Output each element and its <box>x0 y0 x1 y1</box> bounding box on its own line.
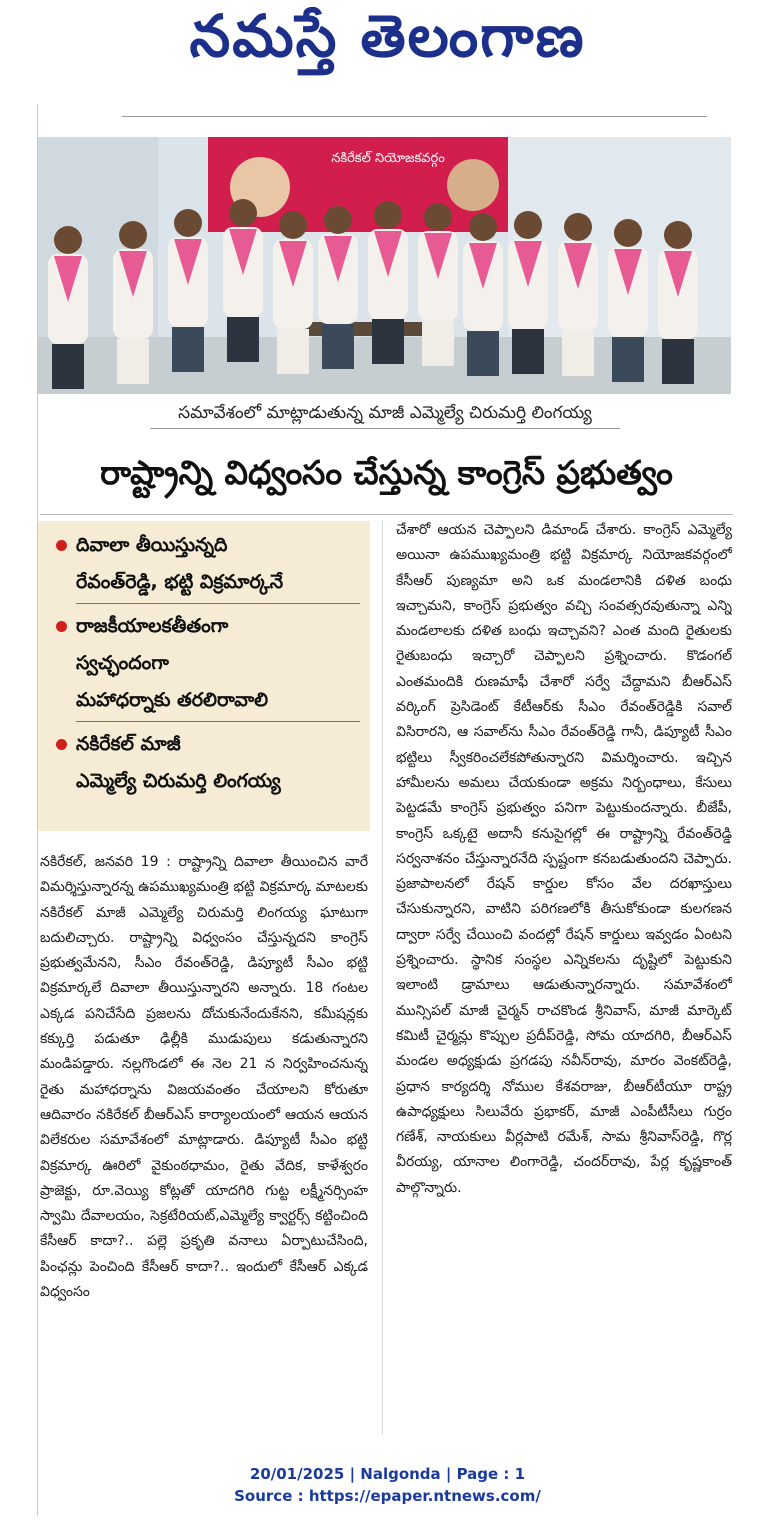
person-legs <box>172 327 204 372</box>
highlight-divider <box>76 721 360 722</box>
person-head <box>424 203 452 231</box>
highlight-item <box>54 608 360 719</box>
person-head <box>54 226 82 254</box>
person-legs <box>512 329 544 374</box>
person-legs <box>467 331 499 376</box>
article-column-left <box>40 850 368 1435</box>
source-link[interactable]: Source : https://epaper.ntnews.com/ <box>234 1487 541 1505</box>
person-head <box>514 211 542 239</box>
headline-rule <box>40 514 733 515</box>
page-footer <box>0 1463 775 1523</box>
banner-text: నకిరేకల్ నియోజకవర్గం <box>331 151 445 166</box>
person-legs <box>117 339 149 384</box>
person-head <box>119 221 147 249</box>
person-head <box>374 201 402 229</box>
news-photo <box>38 137 731 394</box>
article-column-right <box>396 518 732 1436</box>
masthead <box>0 0 775 110</box>
bullet-icon <box>56 621 67 632</box>
article-text: నకిరేకల్, జనవరి 19 : రాష్ట్రాన్ని దివాలా తీయించిన వారే విమర్శిస్తున్నారన్న ఉపముఖ్యమంత్రి భట్టి విక్రమార్క మాటలకు నకిరేకల్ మాజీ ఎమ్మెల్యే చిరుమర్తి లింగయ్య ఘాటుగా బదులిచ్చారు. రాష్ట్రాన్ని విధ్వంసం చేస్తున్నదని కాంగ్రెస్ ప్రభుత్వమేనని, సీఎం రేవంత్‌రెడ్డి, డిప్యూటీ సీఎం భట్టి విక్రమార్కలే దివాలా తీయిస్తున్నారని అన్నారు. 18 గంటల ఎక్కడ పనిచేసేది ప్రజలను దోచుకునేందుకేనని, కమీషన్లకు కక్కుర్తి పడుతూ ఢిల్లీకి ముడుపులు కడుతున్నారని మండిపడ్డారు. నల్లగొండలో ఈ నెల 21 న నిర్వహించనున్న రైతు మహాధర్నాను విజయవంతం చేయాలని కోరుతూ ఆదివారం నకిరేకల్ బీఆర్ఎస్ కార్యాలయంలో ఆయన ఆయన విలేకరుల సమావేశంలో మాట్లాడారు. డిప్యూటీ సీఎం భట్టి విక్రమార్క ఊరిలో వైకుంఠధామం, రైతు వేదిక, కాళేశ్వరం ప్రాజెక్టు, రూ.వెయ్యి కోట్లతో యాదగిరి గుట్ట లక్ష్మీనర్సింహ స్వామి దేవాలయం, సెక్రటేరియట్,ఎమ్మెల్యే క్వార్టర్స్ కట్టించింది కేసీఆర్ కాదా?.. పల్లె ప్రకృతి వనాలు ఏర్పాటుచేసింది, పింఛన్లు పెంచింది కేసీఆర్ కాదా?.. ఇందులో కేసీఆర్ ఎక్కడ విధ్వంసం <box>40 854 368 1301</box>
photo-caption: సమావేశంలో మాట్లాడుతున్న మాజీ ఎమ్మెల్యే చిరుమర్తి లింగయ్య <box>150 398 620 429</box>
article-text: చేశారో ఆయన చెప్పాలని డిమాండ్ చేశారు. కాంగ్రెస్ ఎమ్మెల్యే అయినా ఉపముఖ్యమంత్రి భట్టి విక్రమార్క నియోజకవర్గంలో కేసీఆర్ పుణ్యమా అని ఒక మండలానికి దళిత బంధు ఇచ్చామని, కాంగ్రెస్ ప్రభుత్వం వచ్చి సంవత్సరవుతున్నా ఎన్ని మండలాలకు దళిత బంధు ఇచ్చావని? ఎంత మంది రైతులకు రైతుబంధు ఇచ్చారో చెప్పాలని ప్రశ్నించారు. కొడంగల్ ఎంతమందికి రుణమాఫీ చేశారో సర్వే చేద్దామని బీఆర్ఎస్ వర్కింగ్ ప్రెసిడెంట్ కేటీఆర్‌కు సీఎం రేవంత్‌రెడ్డికి సవాల్ విసిరారని, ఆ సవాల్‌ను సీఎం రేవంత్‌రెడ్డి గానీ, డిప్యూటీ సీఎం భట్టిలు స్వీకరించలేకపోతున్నారని విమర్శించారు. ఇచ్చిన హామీలను అమలు చేయకుండా అక్రమ నిర్బంధాలు, కేసులు పెట్టడమే కాంగ్రెస్ ప్రభుత్వం పనిగా పెట్టుకుందన్నారు. బీజేపీ, కాంగ్రెస్ ఒక్కటై అదానీ కనుసైగల్లో ఈ రాష్ట్రాన్ని రేవంత్‌రెడ్డి సర్వనాశనం చేస్తున్నారనేది స్పష్టంగా కనబడుతుందని చెప్పారు. ప్రజాపాలనలో రేషన్ కార్డుల కోసం వేల దరఖాస్తులు చేసుకున్నారని, వాటిని పరిగణలోకి తీసుకోకుండా కులగణన ద్వారా సర్వే చేయించి వందల్లో రేషన్ కార్డులు ఇవ్వడం ఏంటని ప్రశ్నించారు. స్థానిక సంస్థల ఎన్నికలను దృష్టిలో పెట్టుకుని ఇలాంటి డ్రామాలు ఆడుతున్నారన్నారు. సమావేశంలో మున్సిపల్ మాజీ చైర్మన్ రాచకొండ శ్రీనివాస్, మాజీ మార్కెట్ కమిటీ చైర్మన్లు కొప్పుల ప్రదీప్‌రెడ్డి, సోమ యాదగిరి, బీఆర్ఎస్ మండల అధ్యక్షుడు ప్రగడపు నవీన్‌రావు, మారం వెంకట్‌రెడ్డి, ప్రధాన కార్యదర్శి నోముల కేశవరాజు, బీఆర్‌టీయూ రాష్ట్ర ఉపాధ్యక్షులు సిలువేరు ప్రభాకర్, మాజీ ఎంపీటీసీలు గుర్రం గణేశ్, నాయకులు వీర్లపాటి రమేశ్, సామ శ్రీనివాస్‌రెడ్డి, గొర్ల వీరయ్య, యానాల లింగారెడ్డి, చందర్‌రావు, పేర్ల కృష్ణకాంత్ పాల్గొన్నారు. <box>396 522 732 1196</box>
highlight-line: స్వచ్ఛందంగా <box>76 652 169 674</box>
bullet-icon <box>56 540 67 551</box>
highlight-line: దివాలా తీయిస్తున్నది <box>76 534 228 556</box>
bullet-icon <box>56 739 67 750</box>
highlight-line: మహాధర్నాకు తరలిరావాలి <box>76 689 269 711</box>
newspaper-title: నమస్తే తెలంగాణ <box>189 2 586 70</box>
person-head <box>614 219 642 247</box>
person-head <box>324 206 352 234</box>
person-legs <box>322 324 354 369</box>
highlights-box <box>38 521 370 831</box>
person-head <box>664 221 692 249</box>
dateline: 20/01/2025 | Nalgonda | Page : 1 <box>249 1465 526 1483</box>
person-legs <box>422 321 454 366</box>
person-head <box>174 209 202 237</box>
person-legs <box>612 337 644 382</box>
highlight-line: ఎమ్మెల్యే చిరుమర్తి లింగయ్య <box>76 770 281 792</box>
highlight-line: రేవంత్‌రెడ్డి, భట్టి విక్రమార్కనే <box>76 571 284 593</box>
person-legs <box>662 339 694 384</box>
person-legs <box>277 329 309 374</box>
person-legs <box>227 317 259 362</box>
meeting-photo-illustration <box>38 137 731 394</box>
person-head <box>279 211 307 239</box>
person-head <box>564 213 592 241</box>
highlight-line: రాజకీయాలకతీతంగా <box>76 615 229 637</box>
highlight-divider <box>76 603 360 604</box>
person-legs <box>52 344 84 389</box>
person-legs <box>562 331 594 376</box>
highlight-item <box>54 527 360 601</box>
highlight-item <box>54 726 360 800</box>
person-head <box>229 199 257 227</box>
highlight-line: నకిరేకల్ మాజీ <box>76 733 181 755</box>
headline: రాష్ట్రాన్ని విధ్వంసం చేస్తున్న కాంగ్రెస్ ప్రభుత్వం <box>100 453 673 492</box>
person-head <box>469 213 497 241</box>
masthead-rule <box>122 116 707 117</box>
person-legs <box>372 319 404 364</box>
column-divider <box>382 520 383 1435</box>
